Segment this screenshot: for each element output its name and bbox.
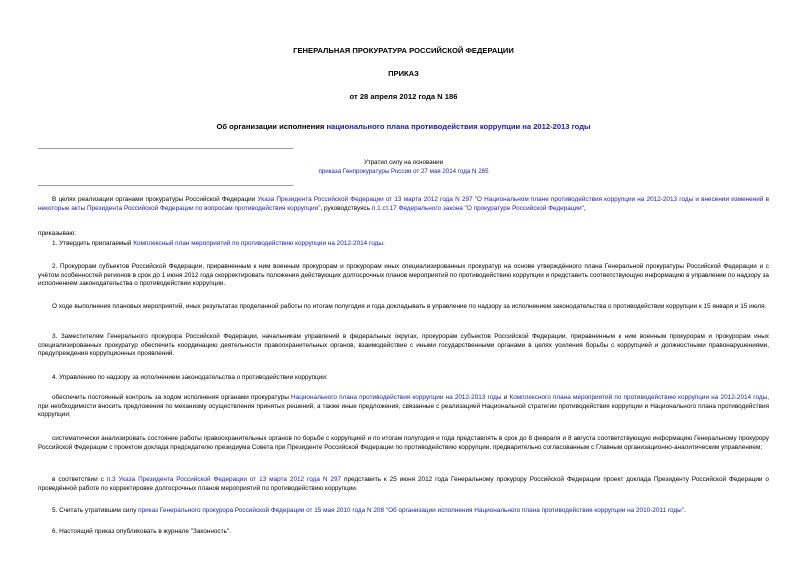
order-208-link[interactable]: приказ Генерального прокурора Российской Федерации от 15 мая 2010 года N 208 "Об организации исполнения Национального плана противодействия коррупции на 2010-2011 годы" [138,507,685,514]
paragraph-4-report [38,476,769,493]
paragraph-4-control-text-b: и [501,394,510,401]
paragraph-4-report-text-b: представить к 25 июня 2012 года Генеральному прокурору Российской Федерации проект доклада Президенту Российской Федерации о проведённой работе по корректировке долгосрочных планов мероприятий по противодействию коррупции. [38,476,769,492]
preamble-text-a: В целях реализации органами прокуратуры Российской Федерации [52,196,258,203]
paragraph-5-text-b: . [684,507,686,514]
paragraph-4-control [38,394,769,420]
paragraph-1-text-a: 1. Утвердить прилагаемый [52,240,134,247]
paragraph-1-text-b: . [382,240,385,247]
document-title [0,122,807,131]
paragraph-4: 4. Управлению по надзору за исполнением законодательства о противодействии коррупции: [52,374,328,381]
national-plan-title-link[interactable]: национального плана противодействия коррупции на 2012-2013 годы [326,122,591,131]
paragraph-4-control-text-c: , при необходимости вносить предложения по механизму осуществления принятых решений, а также иные предложения, связанные с реализацией Национальной стратегии противодействия коррупции и Национального плана противодействия коррупции; [38,394,770,419]
paragraph-3: 3. Заместителям Генерального прокурора Российской Федерации, начальникам управлений в федеральных округах, прокурорам субъектов Российской Федерации, приравненным к ним военным прокурорам и прокурорам иных специализированных прокуратур обеспечить координацию деятельности правоохранительных органов, взаимодействие с иными государственными органами в целях усиления борьбы с коррупцией и должностными правонарушениями, предупреждения коррупционных проявлений. [38,333,769,358]
paragraph-5-text-a: 5. Считать утратившим силу [52,507,139,514]
decree-297-link[interactable]: Указа Президента Российской Федерации от 13 марта 2012 года N 297 "О Национальном плане противодействия коррупции на 2012-2013 годы и внесении изменений в некоторые акты Президента Российской Федерации по вопросам противодействия коррупции" [38,196,769,212]
paragraph-4-report-text-a: в соответствии с [52,476,107,483]
complex-plan-link[interactable]: Комплексный план мероприятий по противодействию коррупции на 2012-2014 годы [133,240,383,247]
divider-top [38,148,293,149]
law-prosecutor-link[interactable]: п.1 ст.17 Федерального закона "О прокуратуре Российской Федерации" [371,204,584,212]
complex-plan-link-2[interactable]: Комплексного плана мероприятий по противодействию коррупции на 2012-2014 годы [509,394,768,401]
lost-force-note: Утратил силу на основании [363,159,444,166]
preamble-paragraph [38,196,769,213]
divider-bottom [38,185,293,186]
order-keyword-paragraph: приказываю: [38,230,76,237]
paragraph-5 [38,507,769,516]
paragraph-4-control-text-a: обеспечить постоянный контроль за ходом исполнения органами прокуратуры [52,394,292,401]
paragraph-4-analysis: систематически анализировать состояние работы правоохранительных органов по борьбе с коррупцией и по итогам полугодия и года представлять в срок до 8 февраля и 8 августа соответствующую информацию Генеральному прокурору Российской Федерации с проектом доклада председателю президиума Совета при Президенте Российской Федерации по противодействию коррупции, предварительно согласованным с Главным организационно-аналитическим управлением; [38,435,769,451]
decree-297-item-3-link[interactable]: п.3 Указа Президента Российской Федерации от 13 марта 2012 года N 297 [106,476,342,483]
document-title-prefix: Об организации исполнения [216,122,327,131]
lost-force-order-link[interactable]: приказа Генпрокуратуры России от 27 мая 2014 года N 285 [318,168,489,175]
paragraph-1 [38,240,769,249]
paragraph-2: 2. Прокурорам субъектов Российской Федерации, приравненным к ним военным прокурорам и прокурорам иных специализированных прокуратур на основе утверждённого плана Генеральной прокуратуры Российской Федерации и с учётом особенностей регионов в срок до 1 июня 2012 года скорректировать положения действующих долгосрочных планов мероприятий по противодействию коррупции и представить соответствующую информацию в управление по надзору за исполнением законодательства о противодействии коррупции. [38,263,769,288]
preamble-text-b: , руководствуясь [320,204,372,212]
paragraph-2-reporting: О ходе выполнения плановых мероприятий, иных результатах проделанной работы по итогам полугодия и года докладывать в управление по надзору за исполнением законодательства о противодействии коррупции к 15 января и 15 июля. [52,303,767,310]
preamble-text-c: , [583,204,586,212]
paragraph-6: 6. Настоящий приказ опубликовать в журнале "Законность". [52,528,231,535]
national-plan-link[interactable]: Национального плана противодействия коррупции на 2012-2013 годы [291,394,502,401]
document-type-heading: ПРИКАЗ [388,69,419,78]
date-number-heading: от 28 апреля 2012 года N 186 [349,92,458,101]
organization-heading: ГЕНЕРАЛЬНАЯ ПРОКУРАТУРА РОССИЙСКОЙ ФЕДЕРАЦИИ [293,46,514,55]
lost-force-note-link-line [0,167,807,176]
